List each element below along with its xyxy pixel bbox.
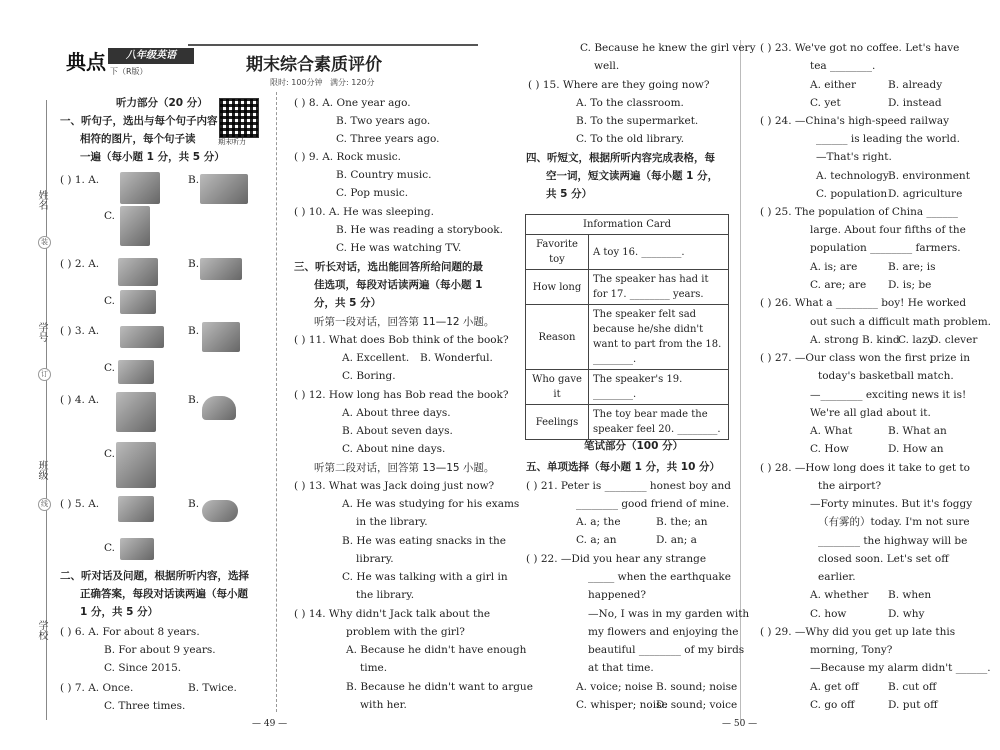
option: C. a; an — [576, 534, 617, 546]
option: B. already — [888, 79, 943, 91]
question-22-cont: _____ when the earthquake — [588, 571, 731, 583]
row-text[interactable]: The speaker has had it for 17. ________ years. — [589, 270, 729, 305]
option: B. when — [888, 589, 932, 601]
question-8: ( ) 8. A. One year ago. — [294, 97, 411, 109]
table-row — [526, 405, 729, 440]
option-label: C. — [104, 542, 115, 554]
option: B. Wonderful. — [420, 352, 493, 364]
section-4-title: 四、听短文，根据所听内容完成表格，每 — [526, 152, 715, 164]
option: C. Because he knew the girl very — [580, 42, 756, 54]
option: D. clever — [930, 334, 978, 346]
picture-b-icon[interactable] — [200, 258, 242, 280]
option: with her. — [360, 699, 407, 711]
qr-code-icon[interactable] — [219, 98, 259, 138]
question-28: ( ) 28. —How long does it take to get to — [760, 462, 970, 474]
option: C. population — [816, 188, 888, 200]
option: C. About nine days. — [342, 443, 446, 455]
option: C. whisper; noise — [576, 699, 668, 711]
question-27-cont: —________ exciting news it is! — [810, 389, 967, 401]
option-label: C. — [104, 210, 115, 222]
option: C. yet — [810, 97, 841, 109]
option: time. — [360, 662, 388, 674]
brand-logo — [66, 44, 194, 80]
question-26: ( ) 26. What a ________ boy! He worked — [760, 297, 967, 309]
option-label: C. — [104, 295, 115, 307]
teapot-picture-icon[interactable] — [202, 500, 238, 522]
option: C. How — [810, 443, 849, 455]
option: B. cut off — [888, 681, 937, 693]
written-heading: 笔试部分（100 分） — [584, 440, 684, 452]
option: A. whether — [810, 589, 869, 601]
option: B. Two years ago. — [336, 115, 431, 127]
picture-b-icon[interactable] — [200, 174, 248, 204]
table-row — [526, 235, 729, 270]
binding-mark: 装 — [38, 236, 51, 249]
question-22: ( ) 22. —Did you hear any strange — [526, 553, 707, 565]
question-25-cont: large. About four fifths of the — [810, 224, 966, 236]
option: A. What — [810, 425, 853, 437]
option: A. is; are — [810, 261, 858, 273]
question-28-cont: ________ the highway will be — [818, 535, 968, 547]
row-text[interactable]: The speaker felt sad because he/she didn't want to part from the 18. ________. — [589, 305, 729, 370]
question-3: ( ) 3. A. — [60, 325, 100, 337]
question-14-cont: problem with the girl? — [346, 626, 465, 638]
qr-caption: 期末听力 — [218, 138, 246, 146]
question-28-cont: earlier. — [818, 571, 856, 583]
question-21-cont: ________ good friend of mine. — [576, 498, 730, 510]
scarf-picture-icon[interactable] — [116, 442, 156, 488]
option: D. put off — [888, 699, 938, 711]
section-3-title: 三、听长对话，选出能回答所给问题的最 — [294, 261, 483, 273]
gloves-picture-icon[interactable] — [116, 392, 156, 432]
page-number-left: — 49 — — [252, 719, 288, 729]
name-field-label: 姓名 — [36, 190, 47, 210]
student-id-field-label: 学号 — [36, 322, 47, 342]
question-15: ( ) 15. Where are they going now? — [528, 79, 710, 91]
question-29: ( ) 29. —Why did you get up late this — [760, 626, 956, 638]
question-28-cont: （有雾的）today. I'm not sure — [818, 516, 970, 528]
option: A. technology — [816, 170, 889, 182]
section-2-title: 1 分，共 5 分） — [80, 606, 159, 618]
question-27-cont: We're all glad about it. — [810, 407, 931, 419]
table-row — [526, 305, 729, 370]
option-label: B. — [188, 258, 200, 270]
option: C. Three times. — [104, 700, 186, 712]
option: B. kind — [862, 334, 900, 346]
question-29-cont: —Because my alarm didn't ______. — [810, 662, 991, 674]
page-title: 期末综合素质评价 — [246, 55, 382, 75]
picture-c-icon[interactable] — [120, 538, 154, 560]
option: well. — [594, 60, 620, 72]
row-label: Who gave it — [526, 370, 589, 405]
row-label: How long — [526, 270, 589, 305]
question-2: ( ) 2. A. — [60, 258, 100, 270]
option: A. get off — [810, 681, 859, 693]
dialogue-instruction: 听第一段对话，回答第 11—12 小题。 — [314, 316, 495, 328]
option: B. sound; noise — [656, 681, 738, 693]
tiger-picture-icon[interactable] — [120, 326, 164, 348]
logo-mark: 典点 — [66, 50, 106, 74]
question-24: ( ) 24. —China's high-speed railway — [760, 115, 950, 127]
question-14: ( ) 14. Why didn't Jack talk about the — [294, 608, 491, 620]
option: library. — [356, 553, 394, 565]
question-5: ( ) 5. A. — [60, 498, 100, 510]
listening-heading: 听力部分（20 分） — [116, 97, 208, 109]
option: C. Three years ago. — [336, 133, 440, 145]
question-24-cont: ______ is leading the world. — [816, 133, 960, 145]
section-2-title: 二、听对话及问题，根据所听内容，选择 — [60, 570, 249, 582]
option: C. Pop music. — [336, 187, 409, 199]
option-label: B. — [188, 394, 200, 406]
option: in the library. — [356, 516, 428, 528]
section-2-title: 正确答案，每段对话读两遍（每小题 — [80, 588, 248, 600]
option: B. He was reading a storybook. — [336, 224, 504, 236]
question-28-cont: —Forty minutes. But it's foggy — [810, 498, 973, 510]
question-22-cont: at that time. — [588, 662, 654, 674]
full-score: 满分: 120分 — [330, 78, 375, 87]
option: A. Excellent. — [342, 352, 410, 364]
option: A. He was studying for his exams — [342, 498, 520, 510]
question-1: ( ) 1. A. — [60, 174, 100, 186]
row-label: Reason — [526, 305, 589, 370]
option: the library. — [356, 589, 415, 601]
option: B. He was eating snacks in the — [342, 535, 506, 547]
row-label: Feelings — [526, 405, 589, 440]
option: C. go off — [810, 699, 855, 711]
question-4: ( ) 4. A. — [60, 394, 100, 406]
picture-a-icon[interactable] — [120, 172, 160, 204]
table-header: Information Card — [526, 215, 729, 235]
binding-mark: 线 — [38, 498, 51, 511]
question-28-cont: the airport? — [818, 480, 882, 492]
option: C. how — [810, 608, 847, 620]
picture-a-icon[interactable] — [118, 258, 158, 286]
question-12: ( ) 12. How long has Bob read the book? — [294, 389, 509, 401]
option: B. Country music. — [336, 169, 432, 181]
grade-badge: 八年级英语 — [108, 48, 194, 64]
option: B. Twice. — [188, 682, 237, 694]
question-28-cont: closed soon. Let's set off — [818, 553, 949, 565]
section-3-title: 分，共 5 分） — [314, 297, 382, 309]
edition-label: 下（R版） — [110, 67, 148, 76]
question-9: ( ) 9. A. Rock music. — [294, 151, 401, 163]
section-1-title: 一遍（每小题 1 分，共 5 分） — [80, 151, 225, 163]
option: D. is; be — [888, 279, 932, 291]
question-27: ( ) 27. —Our class won the first prize in — [760, 352, 970, 364]
row-text[interactable]: The speaker's 19. ________. — [589, 370, 729, 405]
question-29-cont: morning, Tony? — [810, 644, 893, 656]
row-text[interactable]: A toy 16. ________. — [589, 235, 729, 270]
row-text[interactable]: The toy bear made the speaker feel 20. ________. — [589, 405, 729, 440]
question-22-cont: —No, I was in my garden with — [588, 608, 750, 620]
option: D. sound; voice — [656, 699, 738, 711]
option: A. either — [810, 79, 857, 91]
computer-picture-icon[interactable] — [118, 496, 154, 522]
question-23: ( ) 23. We've got no coffee. Let's have — [760, 42, 960, 54]
option: D. an; a — [656, 534, 697, 546]
option: B. About seven days. — [342, 425, 453, 437]
question-24-cont: —That's right. — [816, 151, 892, 163]
question-7: ( ) 7. A. Once. — [60, 682, 134, 694]
option: D. agriculture — [888, 188, 963, 200]
option: C. He was watching TV. — [336, 242, 462, 254]
option: A. a; the — [576, 516, 621, 528]
elephant-picture-icon[interactable] — [118, 360, 154, 384]
question-6: ( ) 6. A. For about 8 years. — [60, 626, 200, 638]
picture-c-icon[interactable] — [120, 290, 156, 314]
option: B. the; an — [656, 516, 708, 528]
option: C. To the old library. — [576, 133, 685, 145]
option: A. strong — [810, 334, 859, 346]
question-13: ( ) 13. What was Jack doing just now? — [294, 480, 495, 492]
time-limit: 限时: 100分钟 — [270, 78, 323, 87]
option: A. About three days. — [342, 407, 451, 419]
panda-picture-icon[interactable] — [202, 322, 240, 352]
option-label: C. — [104, 362, 115, 374]
binding-mark: 订 — [38, 368, 51, 381]
row-label: Favorite toy — [526, 235, 589, 270]
option: C. lazy — [898, 334, 934, 346]
class-field-label: 班级 — [36, 460, 47, 480]
option-label: B. — [188, 498, 200, 510]
question-22-cont: beautiful ________ of my birds — [588, 644, 745, 656]
question-27-cont: today's basketball match. — [818, 370, 954, 382]
page-number-right: — 50 — — [722, 719, 758, 729]
question-25-cont: population ________ farmers. — [810, 242, 961, 254]
option: C. are; are — [810, 279, 867, 291]
question-10: ( ) 10. A. He was sleeping. — [294, 206, 434, 218]
section-4-title: 共 5 分） — [546, 188, 593, 200]
question-23-cont: tea ________. — [810, 60, 876, 72]
section-5-title: 五、单项选择（每小题 1 分，共 10 分） — [526, 461, 721, 473]
option: D. why — [888, 608, 925, 620]
option: B. Because he didn't want to argue — [346, 681, 533, 693]
option: C. He was talking with a girl in — [342, 571, 508, 583]
dialogue-instruction: 听第二段对话，回答第 13—15 小题。 — [314, 462, 495, 474]
option: A. Because he didn't have enough — [346, 644, 527, 656]
question-21: ( ) 21. Peter is ________ honest boy and — [526, 480, 731, 492]
option: B. are; is — [888, 261, 936, 273]
cap-picture-icon[interactable] — [202, 396, 236, 420]
table-row — [526, 270, 729, 305]
section-3-title: 佳选项，每段对话读两遍（每小题 1 — [314, 279, 483, 291]
option: A. To the classroom. — [576, 97, 684, 109]
option: C. Since 2015. — [104, 662, 182, 674]
option: D. How an — [888, 443, 944, 455]
question-26-cont: out such a difficult math problem. — [810, 316, 992, 328]
option-label: B. — [188, 325, 200, 337]
option: B. What an — [888, 425, 947, 437]
section-4-title: 空一词，短文读两遍（每小题 1 分， — [546, 170, 719, 182]
question-22-cont: happened? — [588, 589, 647, 601]
option: B. For about 9 years. — [104, 644, 216, 656]
picture-c-icon[interactable] — [120, 206, 150, 246]
section-1-title: 一、听句子，选出与每个句子内容 — [60, 115, 218, 127]
option-label: B. — [188, 174, 200, 186]
section-1-title: 相符的图片，每个句子读 — [80, 133, 196, 145]
option: D. instead — [888, 97, 942, 109]
option: B. environment — [888, 170, 970, 182]
question-22-cont: my flowers and enjoying the — [588, 626, 739, 638]
option: B. To the supermarket. — [576, 115, 699, 127]
information-card-table — [525, 214, 729, 440]
column-divider — [276, 92, 277, 712]
option-label: C. — [104, 448, 115, 460]
question-11: ( ) 11. What does Bob think of the book? — [294, 334, 509, 346]
question-25: ( ) 25. The population of China ______ — [760, 206, 958, 218]
option: C. Boring. — [342, 370, 396, 382]
option: A. voice; noise — [576, 681, 653, 693]
table-row — [526, 370, 729, 405]
school-field-label: 学校 — [36, 620, 47, 640]
